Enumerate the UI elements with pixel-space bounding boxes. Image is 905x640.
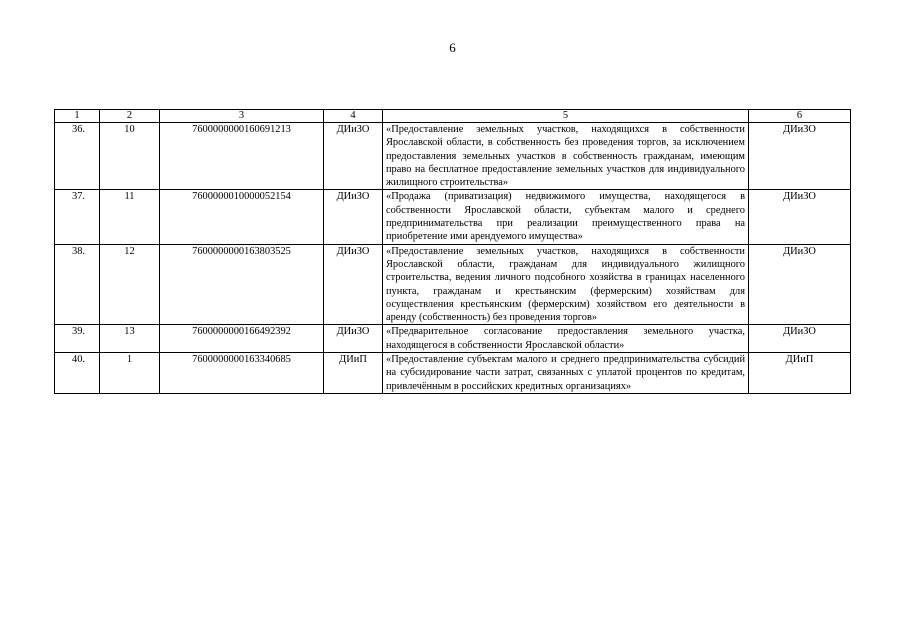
service-description: «Предоставление субъектам малого и среднего предпринимательства субсидий на субсидирование части затрат, связанных с уплатой процентов по кредитам, привлечённым в российских кредитных организациях» <box>383 353 749 394</box>
column-header: 6 <box>749 110 851 123</box>
service-description: «Предварительное согласование предоставления земельного участка, находящегося в собственности Ярославской области» <box>383 325 749 353</box>
row-index: 1 <box>100 353 160 394</box>
organization: ДИиЗО <box>324 123 383 190</box>
service-code: 7600000000163340685 <box>160 353 324 394</box>
row-number: 36. <box>55 123 100 190</box>
organization: ДИиЗО <box>324 244 383 325</box>
executor: ДИиП <box>749 353 851 394</box>
service-code: 7600000000163803525 <box>160 244 324 325</box>
column-header: 4 <box>324 110 383 123</box>
service-code: 7600000010000052154 <box>160 190 324 244</box>
executor: ДИиЗО <box>749 190 851 244</box>
column-header: 5 <box>383 110 749 123</box>
organization: ДИиЗО <box>324 190 383 244</box>
table-header-row <box>55 110 851 123</box>
executor: ДИиЗО <box>749 325 851 353</box>
table-row <box>55 123 851 190</box>
table-row <box>55 353 851 394</box>
service-description: «Продажа (приватизация) недвижимого имущества, находящегося в собственности Ярославской области, субъектам малого и среднего предпринимательства при реализации преимущественного права на приобретение ими арендуемого имущества» <box>383 190 749 244</box>
table-row <box>55 190 851 244</box>
executor: ДИиЗО <box>749 244 851 325</box>
column-header: 1 <box>55 110 100 123</box>
column-header: 2 <box>100 110 160 123</box>
row-number: 38. <box>55 244 100 325</box>
table-row <box>55 244 851 325</box>
service-code: 7600000000160691213 <box>160 123 324 190</box>
service-description: «Предоставление земельных участков, находящихся в собственности Ярославской области, в собственность без проведения торгов, за исключением предоставления земельных участков в собственность гражданам, имеющим право на бесплатное предоставление земельных участков для индивидуального жилищного строительства» <box>383 123 749 190</box>
organization: ДИиП <box>324 353 383 394</box>
organization: ДИиЗО <box>324 325 383 353</box>
row-number: 37. <box>55 190 100 244</box>
executor: ДИиЗО <box>749 123 851 190</box>
row-number: 39. <box>55 325 100 353</box>
service-code: 7600000000166492392 <box>160 325 324 353</box>
services-table <box>54 109 851 394</box>
column-header: 3 <box>160 110 324 123</box>
table-row <box>55 325 851 353</box>
row-index: 10 <box>100 123 160 190</box>
row-index: 12 <box>100 244 160 325</box>
row-index: 11 <box>100 190 160 244</box>
service-description: «Предоставление земельных участков, находящихся в собственности Ярославской области, гражданам для индивидуального жилищного строительства, ведения личного подсобного хозяйства в границах населенного пункта, гражданам и крестьянским (фермерским) хозяйствам для осуществления крестьянским (фермерским) хозяйством его деятельности в аренду (собственность) без проведения торгов» <box>383 244 749 325</box>
row-index: 13 <box>100 325 160 353</box>
row-number: 40. <box>55 353 100 394</box>
page-number: 6 <box>449 40 456 55</box>
